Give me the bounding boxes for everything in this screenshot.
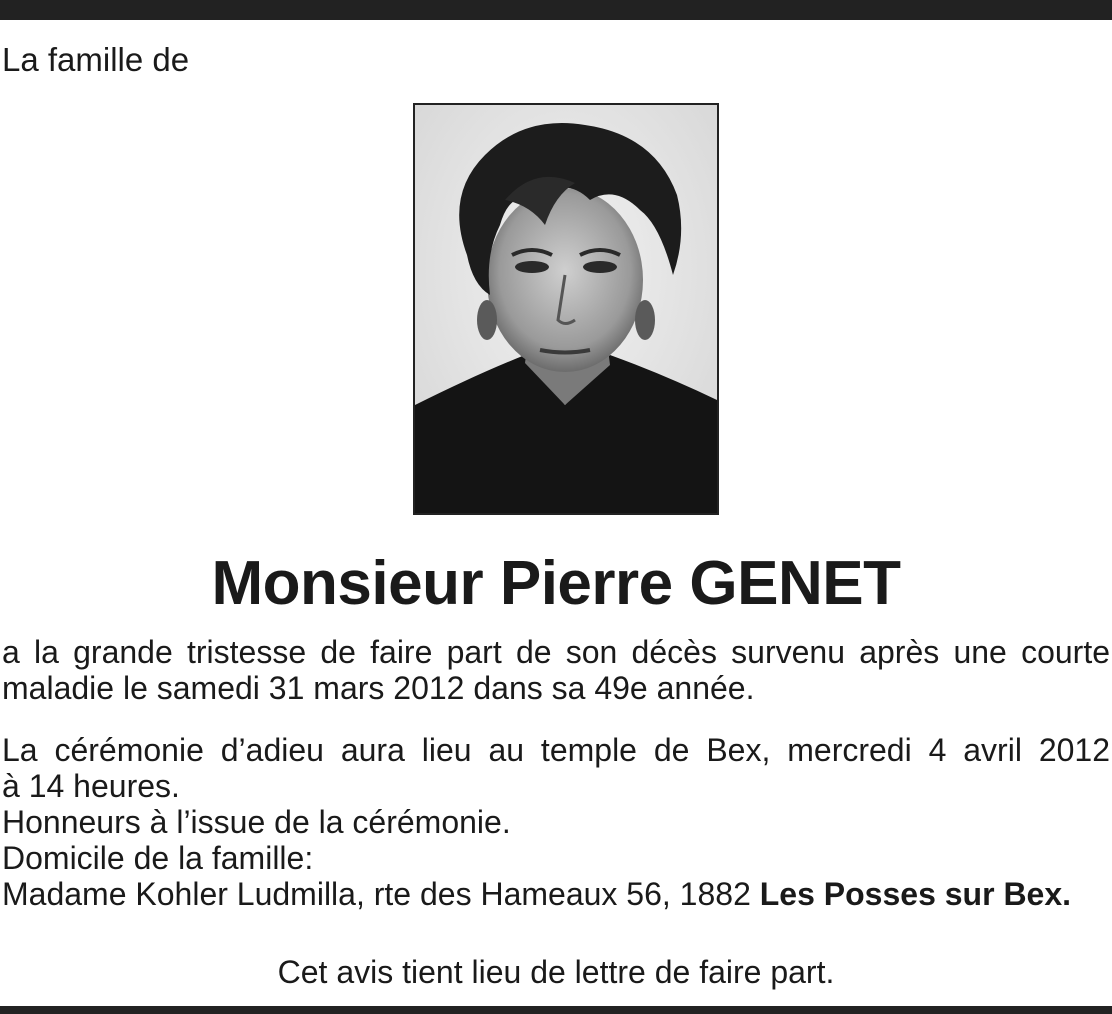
ceremony-line-1: La cérémonie d’adieu aura lieu au temple de Bex, mercredi 4 avril 2012 <box>2 732 1110 768</box>
ceremony-paragraph <box>2 732 1110 912</box>
address-line <box>2 876 1110 912</box>
portrait-photo <box>413 103 719 515</box>
top-rule <box>0 0 1112 20</box>
domicile-label: Domicile de la famille: <box>2 840 314 876</box>
bottom-rule <box>0 1006 1112 1014</box>
deceased-name: Monsieur Pierre GENET <box>211 549 901 618</box>
announcement-line-1: a la grande tristesse de faire part de son décès survenu après une courte <box>2 634 1110 670</box>
portrait-icon <box>415 105 717 513</box>
intro-text: La famille de <box>2 41 190 78</box>
honours-line: Honneurs à l’issue de la cérémonie. <box>2 804 511 840</box>
closing-note: Cet avis tient lieu de lettre de faire part. <box>277 954 835 990</box>
announcement-paragraph <box>2 634 1110 706</box>
announcement-line-2: maladie le samedi 31 mars 2012 dans sa 49e année. <box>2 670 755 706</box>
locality-text: Les Posses sur Bex. <box>759 876 1072 912</box>
address-text: Madame Kohler Ludmilla, rte des Hameaux 56, 1882 <box>2 876 751 912</box>
ceremony-line-2: à 14 heures. <box>2 768 180 804</box>
